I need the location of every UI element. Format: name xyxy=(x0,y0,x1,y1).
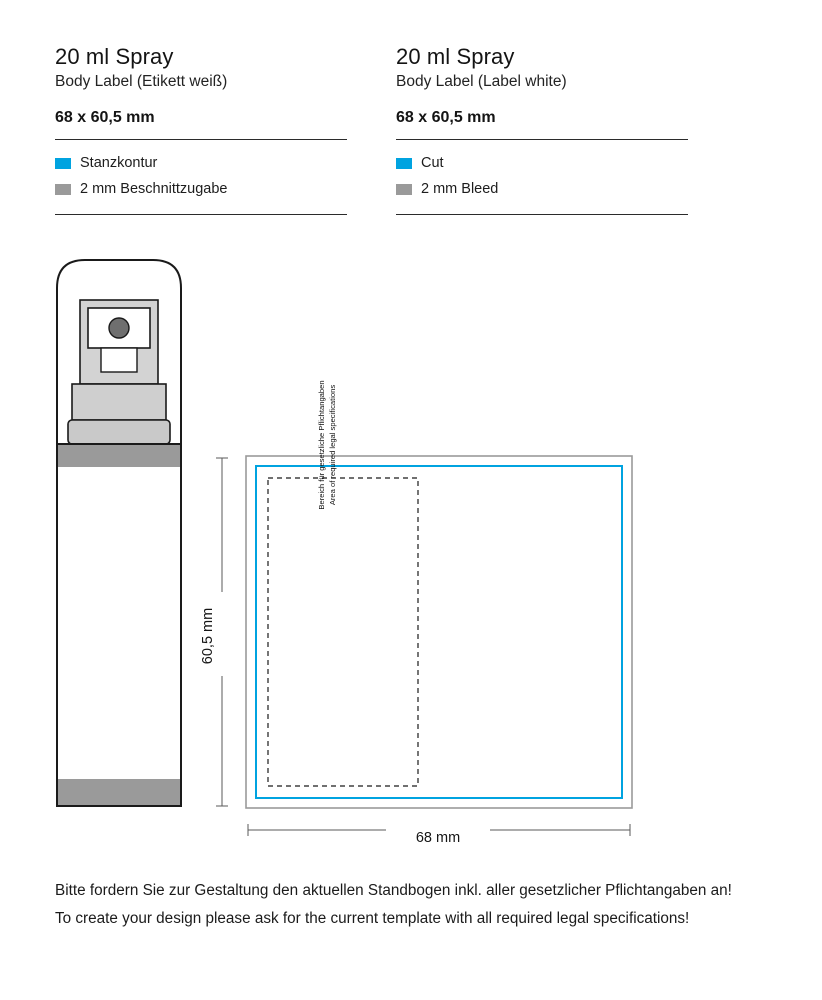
legend-label-cut-english: Cut xyxy=(421,154,444,171)
footer-note-english: To create your design please ask for the current template with all required legal specifications! xyxy=(55,910,690,928)
spec-block-german xyxy=(55,44,347,215)
bleed-color-swatch-icon xyxy=(55,184,71,195)
footer-note xyxy=(55,880,775,936)
legal-area-caption-german: Bereich für gesetzliche Pflichtangaben xyxy=(317,380,326,510)
product-title-german: 20 ml Spray xyxy=(55,44,174,69)
divider-bottom-english xyxy=(396,214,688,215)
label-dieline-diagram xyxy=(206,452,646,852)
legend-label-bleed-english: 2 mm Bleed xyxy=(421,180,499,197)
legend-item-bleed-german xyxy=(55,178,347,200)
product-title-english: 20 ml Spray xyxy=(396,44,515,69)
cut-color-swatch-icon xyxy=(55,158,71,169)
legal-area-caption xyxy=(316,350,340,540)
spray-bottle-illustration xyxy=(54,258,184,810)
legend-item-cut-english xyxy=(396,152,688,174)
legend-german xyxy=(55,140,347,214)
legend-english xyxy=(396,140,688,214)
legend-label-cut-german: Stanzkontur xyxy=(80,154,158,171)
width-dimension-label: 68 mm xyxy=(415,830,461,846)
bleed-color-swatch-icon xyxy=(396,184,412,195)
divider-bottom-german xyxy=(55,214,347,215)
product-subtitle-german: Body Label (Etikett weiß) xyxy=(55,73,228,91)
cut-color-swatch-icon xyxy=(396,158,412,169)
height-dimension-label: 60,5 mm xyxy=(200,607,216,665)
cut-contour-rectangle xyxy=(256,466,622,798)
legend-item-bleed-english xyxy=(396,178,688,200)
product-dimensions-english: 68 x 60,5 mm xyxy=(396,108,496,126)
legend-item-cut-german xyxy=(55,152,347,174)
product-dimensions-german: 68 x 60,5 mm xyxy=(55,108,155,126)
spec-block-english xyxy=(396,44,688,215)
legend-label-bleed-german: 2 mm Beschnittzugabe xyxy=(80,180,228,197)
legal-area-caption-english: Area of required legal specifications xyxy=(328,384,337,506)
footer-note-german: Bitte fordern Sie zur Gestaltung den aktuellen Standbogen inkl. aller gesetzlicher Pflichtangaben an! xyxy=(55,882,732,899)
product-subtitle-english: Body Label (Label white) xyxy=(396,73,567,91)
